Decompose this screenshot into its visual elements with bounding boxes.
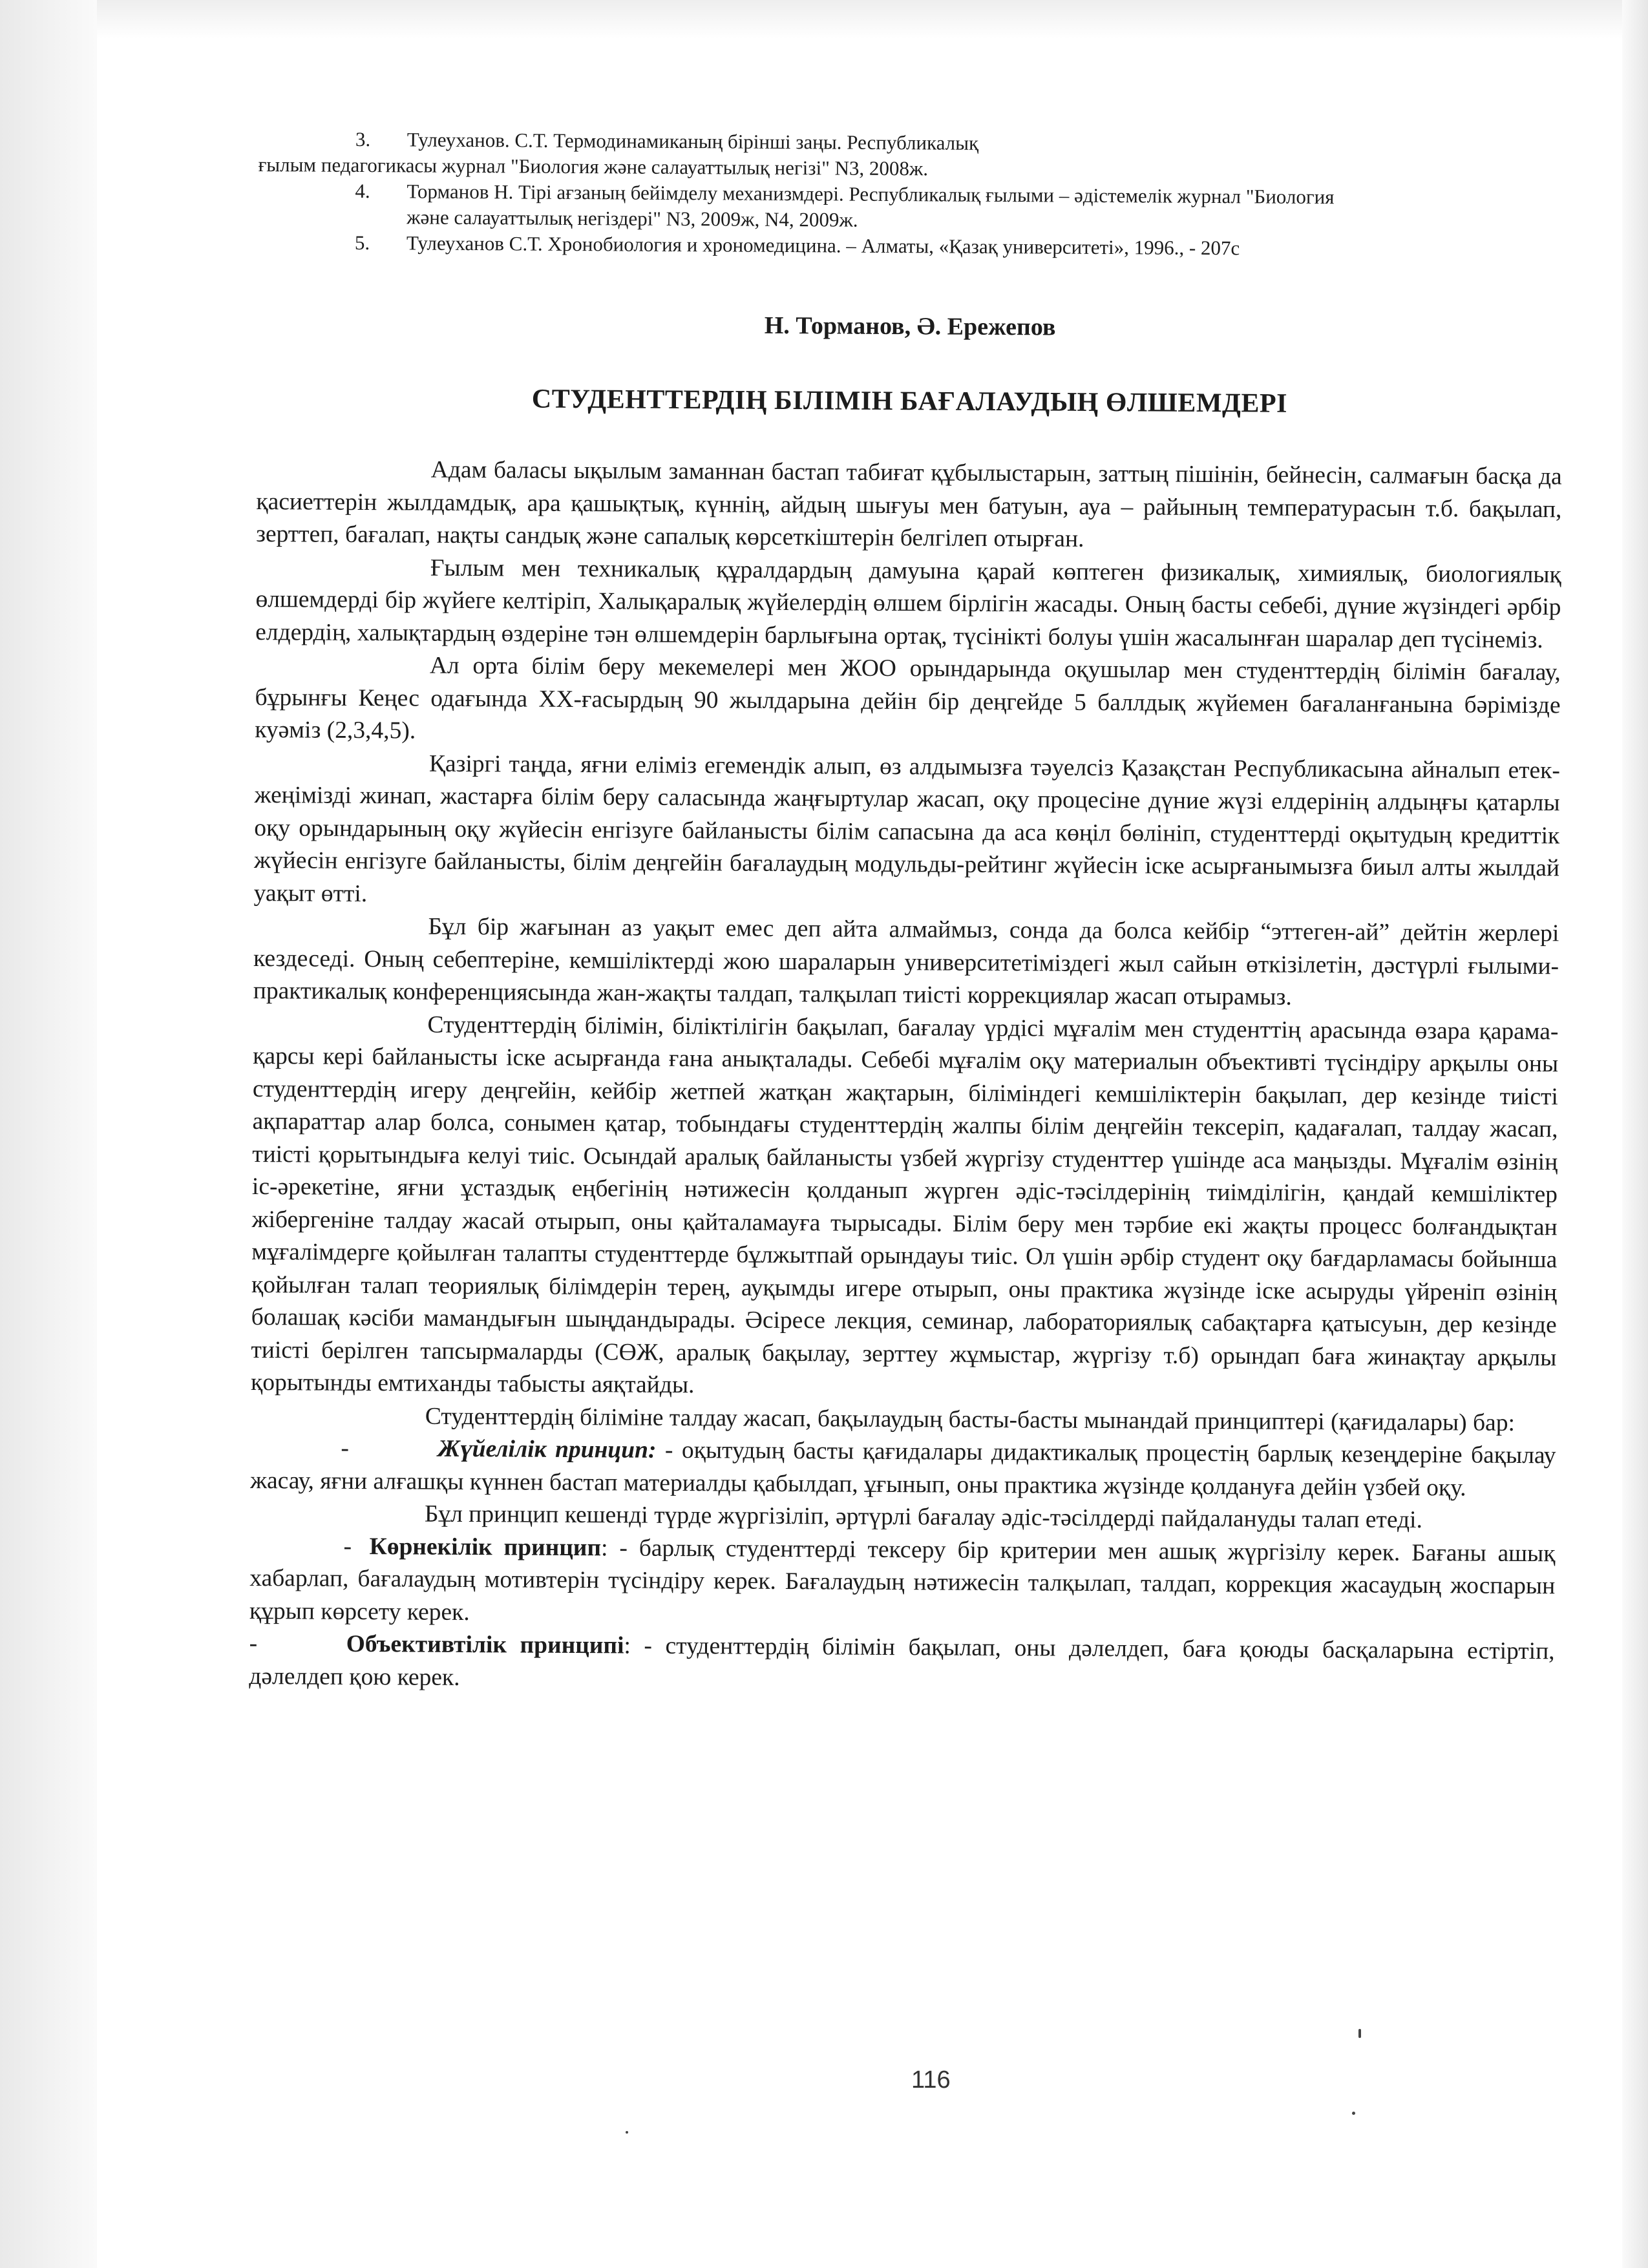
reference-number: 4. [355, 179, 370, 203]
bullet-dash: - [341, 1434, 350, 1462]
bullet-dash: - [343, 1533, 352, 1560]
scan-speck [1358, 2029, 1361, 2038]
principle-note: Бұл принцип кешенді түрде жүргізіліп, әртүрлі бағалау әдіс-тәсілдерді пайдалануды талап етеді. [424, 1500, 1423, 1534]
body-paragraph: Ғылым мен техникалық құралдардың дамуына қарай көптеген физикалық, химиялық, биологиялық өлшемдерді бір жүйеге келтіріп, Халықаралық жүйелердің өлшем бірлігін жасады. Оның басты себебі, дүние жүзіндегі әрбір елдердің, халықтардың өздеріне тән өлшемдерін барлығына ортақ, түсінікті болуы үшін жасалынған шаралар деп түсінеміз. [255, 554, 1561, 653]
reference-item [258, 178, 1563, 237]
bullet-dash: - [249, 1630, 258, 1657]
principle-name: Жүйелілік принцип: [438, 1435, 657, 1464]
principle-name: Көрнекілік принцип [369, 1533, 602, 1561]
body-paragraph: Ал орта білім беру мекемелері мен ЖОО орындарында оқушылар мен студенттердің білімін бағалау, бұрынғы Кеңес одағында XX-ғасырдың 90 жылдарына дейін бір деңгейде 5 баллдық жүйемен бағаланғанына бәрімізде куәміз (2,3,4,5). [255, 652, 1561, 744]
body-paragraph: Студенттердің білімін, біліктілігін бақылап, бағалау үрдісі мұғалім мен студенттің арасында өзара қарама-қарсы кері байланысты іске асырғанда ғана анықталады. Себебі мұғалім оқу материалын объективті түсіндіру арқылы оны студенттердің игеру деңгейін, кейбір жетпей жатқан жақтарын, біліміндегі кемшіліктерін бақылап, дер кезінде тиісті ақпараттар алар болса, сонымен қатар, тобындағы студенттердің жалпы білім деңгейін тексеріп, қадағалап, талдау жасап, тиісті қорытындыға келуі тиіс. Осындай аралық байланысты үзбей жүргізу студенттер үшінде аса маңызды. Мұғалім өзінің іс-әрекетіне, яғни ұстаздық еңбегінің нәтижесін қолданып жүрген әдіс-тәсілдерінің тиімділігін, қандай кемшіліктер жібергеніне талдау жасай отырып, оны қайталамауға тырысады. Білім беру мен тәрбие екі жақты процесс болғандықтан мұғалімдерге қойылған талапты студенттерде бұлжытпай орындауы тиіс. Ол үшін әрбір студент оқу бағдарламасы бойынша қойылған талап теориялық білімдерін терең, ауқымды игере отырып, оны практика жүзінде іске асыруды үйреніп өзінің болашақ кәсіби мамандығын шыңдандырады. Әсіресе лекция, семинар, лабораториялық сабақтарға қатысуын, дер кезінде тиісті берілген тапсырмаларды (СӨЖ, аралық бақылау, зерттеу жұмыстар, жүргізу т.б) орындап баға жинақтау арқылы қорытынды емтиханды табысты аяқтайды. [250, 1011, 1559, 1399]
principle-text: : - барлық студенттерді тексеру бір критерии мен ашық жүргізілу керек. Бағаны ашық хабарлап, бағалаудың мотивтерін түсіндіру керек. Бағалаудың нәтижесін талқылап, талдап, коррекция жасаудың жоспарын құрып көрсету керек. [249, 1534, 1556, 1626]
principle-item [250, 1432, 1556, 1505]
body-paragraph: Студенттердің біліміне талдау жасап, бақылаудың басты-басты мынандай принциптері (қағидалары) бар: [425, 1403, 1516, 1436]
reference-list [258, 126, 1564, 263]
body-paragraph: Бұл бір жағынан аз уақыт емес деп айта алмаймыз, сонда да болса кейбір “эттеген-ай” дейтін жерлері кездеседі. Оның себептеріне, кемшіліктерді жою шараларын университетіміздегі жыл сайын өткізілетін, дәстүрлі ғылыми-практикалық конференциясында жан-жақты талдап, талқылап тиісті коррекциялар жасап отырамыз. [253, 913, 1559, 1011]
reference-continuation: және салауаттылық негіздері" N3, 2009ж, N4, 2009ж. [407, 205, 858, 231]
principle-item [249, 1529, 1556, 1635]
body-paragraph: Адам баласы ықылым заманнан бастап табиғат құбылыстарын, заттың пішінін, бейнесін, салмағын басқа да қасиеттерін жылдамдық, ара қашықтық, күннің, айдың шығуы мен батуын, ауа – райының температурасын т.б. бақылап, зерттеп, бағалап, нақты сандық және сапалық көрсеткіштерін белгілеп отырған. [256, 456, 1562, 552]
reference-number: 5. [354, 231, 370, 255]
scan-shadow-left [0, 0, 97, 2268]
reference-number: 3. [355, 127, 371, 151]
scan-shadow-right [1622, 0, 1648, 2268]
scan-speck [626, 2131, 628, 2134]
scan-shadow-top [97, 0, 1622, 39]
principle-item [249, 1628, 1555, 1701]
principle-text: - оқытудың басты қағидалары дидактикалық процестің барлық кезеңдеріне бақылау жасау, яғни алғашқы күннен бастап материалды қабылдап, ұғынып, оны практика жүзінде қолдануға дейін үзбей оқу. [250, 1436, 1556, 1501]
principle-name: Объективтілік принципі [346, 1630, 624, 1659]
reference-item [259, 126, 1564, 185]
scan-speck [1352, 2112, 1355, 2115]
page-number: 116 [911, 2066, 951, 2094]
reference-text: Тулеуханов. С.Т. Термодинамиканың бірінші заңы. Республикалық [407, 128, 979, 154]
principle-text: : - студенттердің білімін бақылап, оны дәлелдеп, баға қоюды басқаларына естіртіп, дәлелдеп қою керек. [249, 1632, 1555, 1691]
document-page [249, 126, 1564, 1701]
reference-text: Тулеуханов С.Т. Хронобиология и хрономедицина. – Алматы, «Қазақ университеті», 1996., - 207с [406, 231, 1240, 260]
article-title: СТУДЕНТТЕРДІҢ БІЛІМІН БАҒАЛАУДЫҢ ӨЛШЕМДЕРІ [531, 384, 1288, 419]
body-paragraph: Қазіргі таңда, яғни еліміз егемендік алып, өз алдымызға тәуелсіз Қазақстан Республикасына айналып етек-жеңімізді жинап, жастарға білім беру саласында жаңғыртулар жасап, оқу процесіне дүние жүзі елдерінің алдыңғы қатарлы оқу орындарының оқу жүйесін енгізуге байланысты білім сапасына да аса көңіл бөлініп, студенттерді оқытудың кредиттік жүйесін енгізуге байланысты, білім деңгейін бағалаудың модульды-рейтинг жүйесін іске асырғанымызға биыл алты жылдай уақыт өтті. [253, 750, 1561, 907]
article-authors: Н. Торманов, Ә. Ережепов [764, 311, 1056, 341]
article-body [249, 453, 1562, 1701]
reference-continuation: ғылым педагогикасы журнал "Биология және салауаттылық негізі" N3, 2008ж. [258, 152, 929, 180]
reference-text: Торманов Н. Тірі ағзаның бейімделу механизмдері. Республикалық ғылыми – әдістемелік журнал "Биология [407, 180, 1335, 209]
